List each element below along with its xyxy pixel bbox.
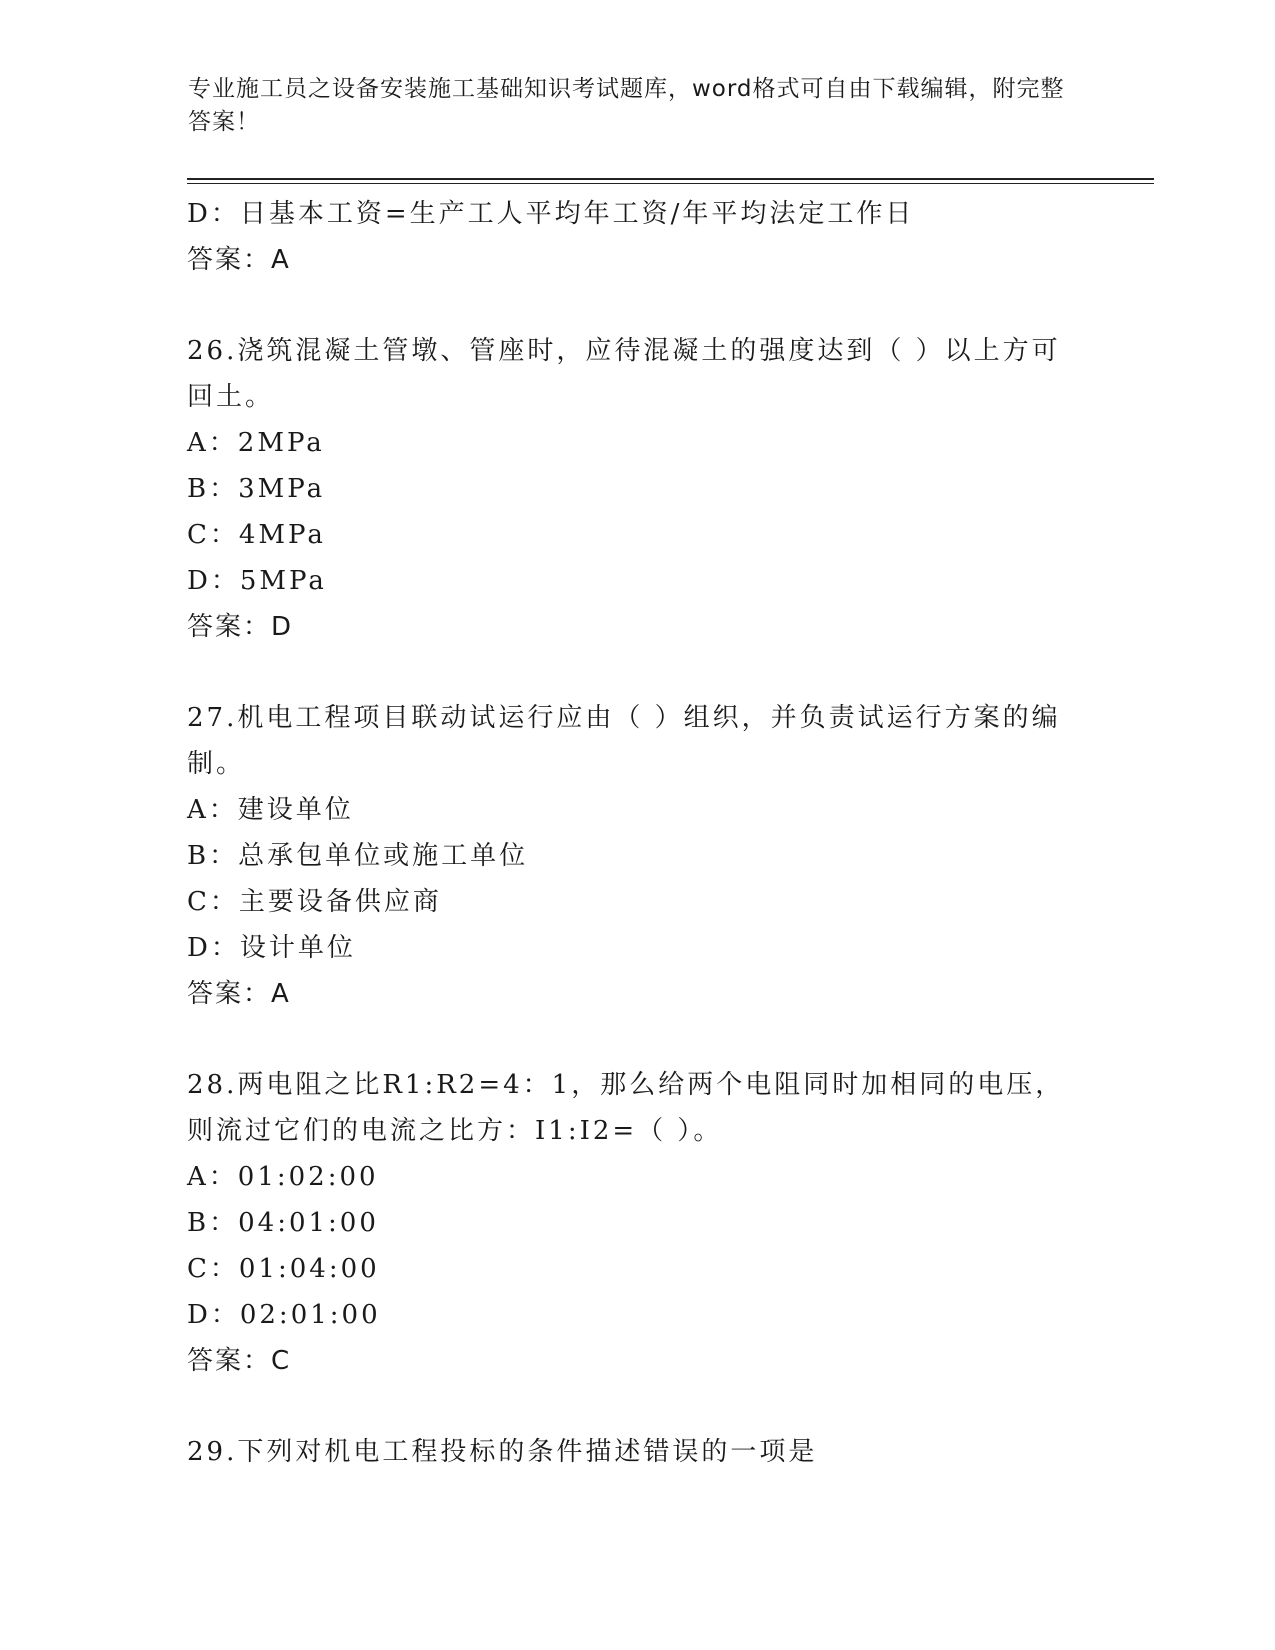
question-answer: 答案：A (187, 979, 291, 1009)
question-29 (187, 1429, 1087, 1475)
option-b: B：总承包单位或施工单位 (187, 841, 529, 871)
option-d: D：02:01:00 (187, 1300, 381, 1330)
header-rule-thin (187, 183, 1154, 184)
option-b: B：04:01:00 (187, 1208, 379, 1238)
question-stem: 29.下列对机电工程投标的条件描述错误的一项是 (187, 1437, 818, 1467)
option-a: A：2MPa (187, 428, 325, 458)
option-d: D：5MPa (187, 566, 327, 596)
option-a: A：建设单位 (187, 795, 354, 825)
question-answer: 答案：D (187, 612, 294, 642)
option-c: C：4MPa (187, 520, 326, 550)
question-stem: 27.机电工程项目联动试运行应由（ ）组织，并负责试运行方案的编制。 (187, 703, 1061, 779)
option-c: C：主要设备供应商 (187, 887, 442, 917)
question-26 (187, 328, 1087, 650)
question-stem: 28.两电阻之比R1:R2=4：1，那么给两个电阻同时加相同的电压，则流过它们的电流之比方：I1:I2=（ ）。 (187, 1070, 1065, 1146)
header-rule-thick (187, 178, 1154, 180)
question-stem: 26.浇筑混凝土管墩、管座时，应待混凝土的强度达到（ ）以上方可回土。 (187, 336, 1061, 412)
prev-question-answer: 答案：A (187, 245, 291, 275)
option-b: B：3MPa (187, 474, 326, 504)
question-27 (187, 695, 1087, 1017)
option-d: D：设计单位 (187, 933, 356, 963)
prev-question-option-d: D：日基本工资=生产工人平均年工资/年平均法定工作日 (187, 199, 915, 229)
question-28 (187, 1062, 1087, 1384)
document-header: 专业施工员之设备安装施工基础知识考试题库，word格式可自由下载编辑，附完整答案！ (188, 76, 1065, 135)
option-c: C：01:04:00 (187, 1254, 380, 1284)
document-body (187, 191, 1087, 1475)
question-answer: 答案：C (187, 1346, 292, 1376)
option-a: A：01:02:00 (187, 1162, 379, 1192)
